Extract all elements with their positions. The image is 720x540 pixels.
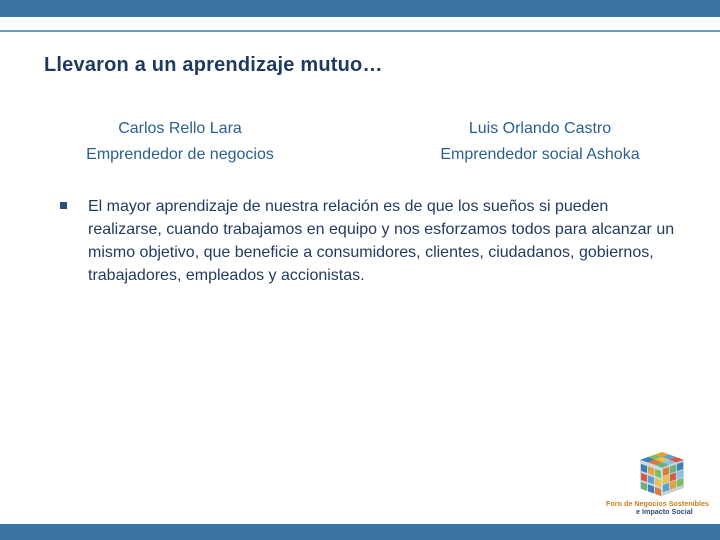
logo-line-1: Foro de Negocios Sostenibles — [606, 499, 710, 508]
person-name: Luis Orlando Castro — [468, 120, 612, 137]
person-name: Carlos Rello Lara — [118, 120, 242, 137]
logo-line-2: e Impacto Social — [636, 507, 693, 516]
person-role: Emprendedor social Ashoka — [440, 146, 640, 163]
slide-title: Llevaron a un aprendizaje mutuo… — [44, 54, 383, 76]
forum-logo — [606, 450, 716, 522]
person-card-left — [40, 116, 320, 168]
top-banner — [0, 0, 720, 17]
square-bullet-icon — [60, 202, 67, 209]
person-role: Emprendedor de negocios — [86, 146, 274, 163]
bottom-banner — [0, 524, 720, 540]
bullet-item — [60, 195, 680, 287]
bullet-text: El mayor aprendizaje de nuestra relación es de que los sueños si pueden realizarse, cuando trabajamos en equipo y nos esforzamos todos para alcanzar un mismo objetivo, que beneficie a consumidores, clientes, ciudadanos, gobiernos, trabajadores, empleados y accionistas. — [88, 198, 675, 284]
person-card-right — [400, 116, 680, 168]
logo-text — [606, 500, 716, 516]
top-divider — [0, 30, 720, 32]
cube-logo-icon — [636, 450, 688, 498]
